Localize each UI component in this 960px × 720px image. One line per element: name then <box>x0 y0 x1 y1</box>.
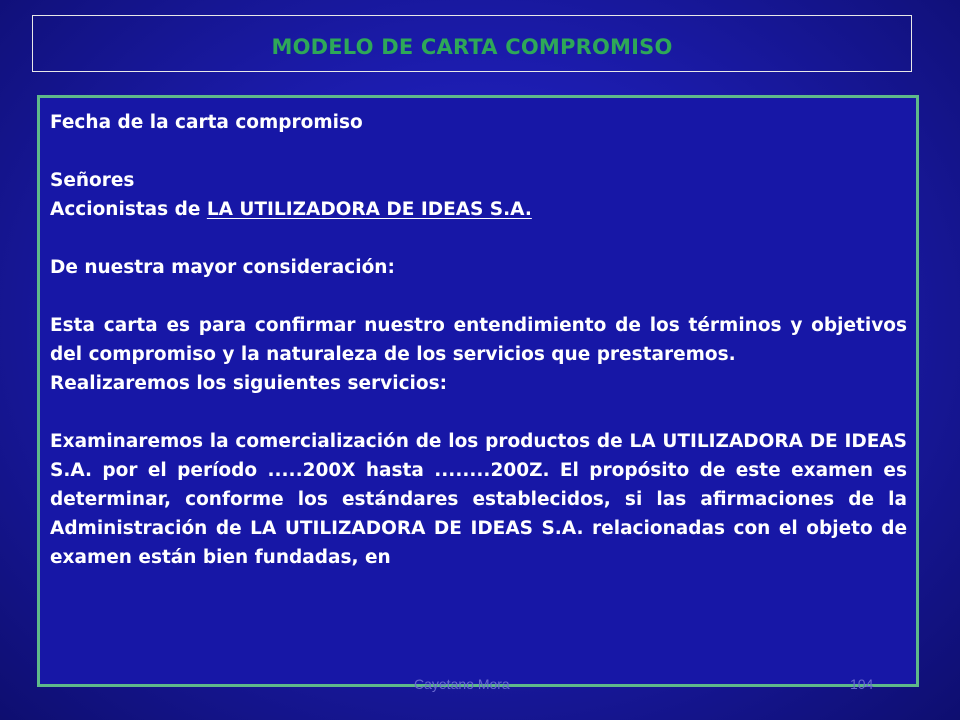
page-number: 104 <box>850 676 874 692</box>
recipient-company: LA UTILIZADORA DE IDEAS S.A. <box>206 199 532 220</box>
slide-title: MODELO DE CARTA COMPROMISO <box>271 34 673 59</box>
spacer <box>50 137 907 166</box>
paragraph-examination: Examinaremos la comercialización de los productos de LA UTILIZADORA DE IDEAS S.A. por el período .....200X hasta ........200Z. El propósito de este examen es determinar, conforme los estándares establecidos, si las afirmaciones de la Administración de LA UTILIZADORA DE IDEAS S.A. relacionadas con el objeto de examen están bien fundadas, en <box>50 431 907 568</box>
date-line: Fecha de la carta compromiso <box>50 112 363 133</box>
spacer <box>50 224 907 253</box>
spacer <box>50 398 907 427</box>
letter-box <box>37 95 919 687</box>
recipient-prefix: Accionistas de <box>50 199 207 220</box>
greeting: De nuestra mayor consideración: <box>50 257 395 278</box>
salutation-line: Señores <box>50 170 135 191</box>
title-box <box>32 15 912 72</box>
spacer <box>50 282 907 311</box>
recipient-line <box>50 195 907 224</box>
paragraph-services-intro: Realizaremos los siguientes servicios: <box>50 373 448 394</box>
paragraph-confirmation: Esta carta es para confirmar nuestro entendimiento de los términos y objetivos del compromiso y la naturaleza de los servicios que prestaremos. <box>50 315 907 365</box>
footer-author: Cayetano Mora <box>414 676 510 692</box>
